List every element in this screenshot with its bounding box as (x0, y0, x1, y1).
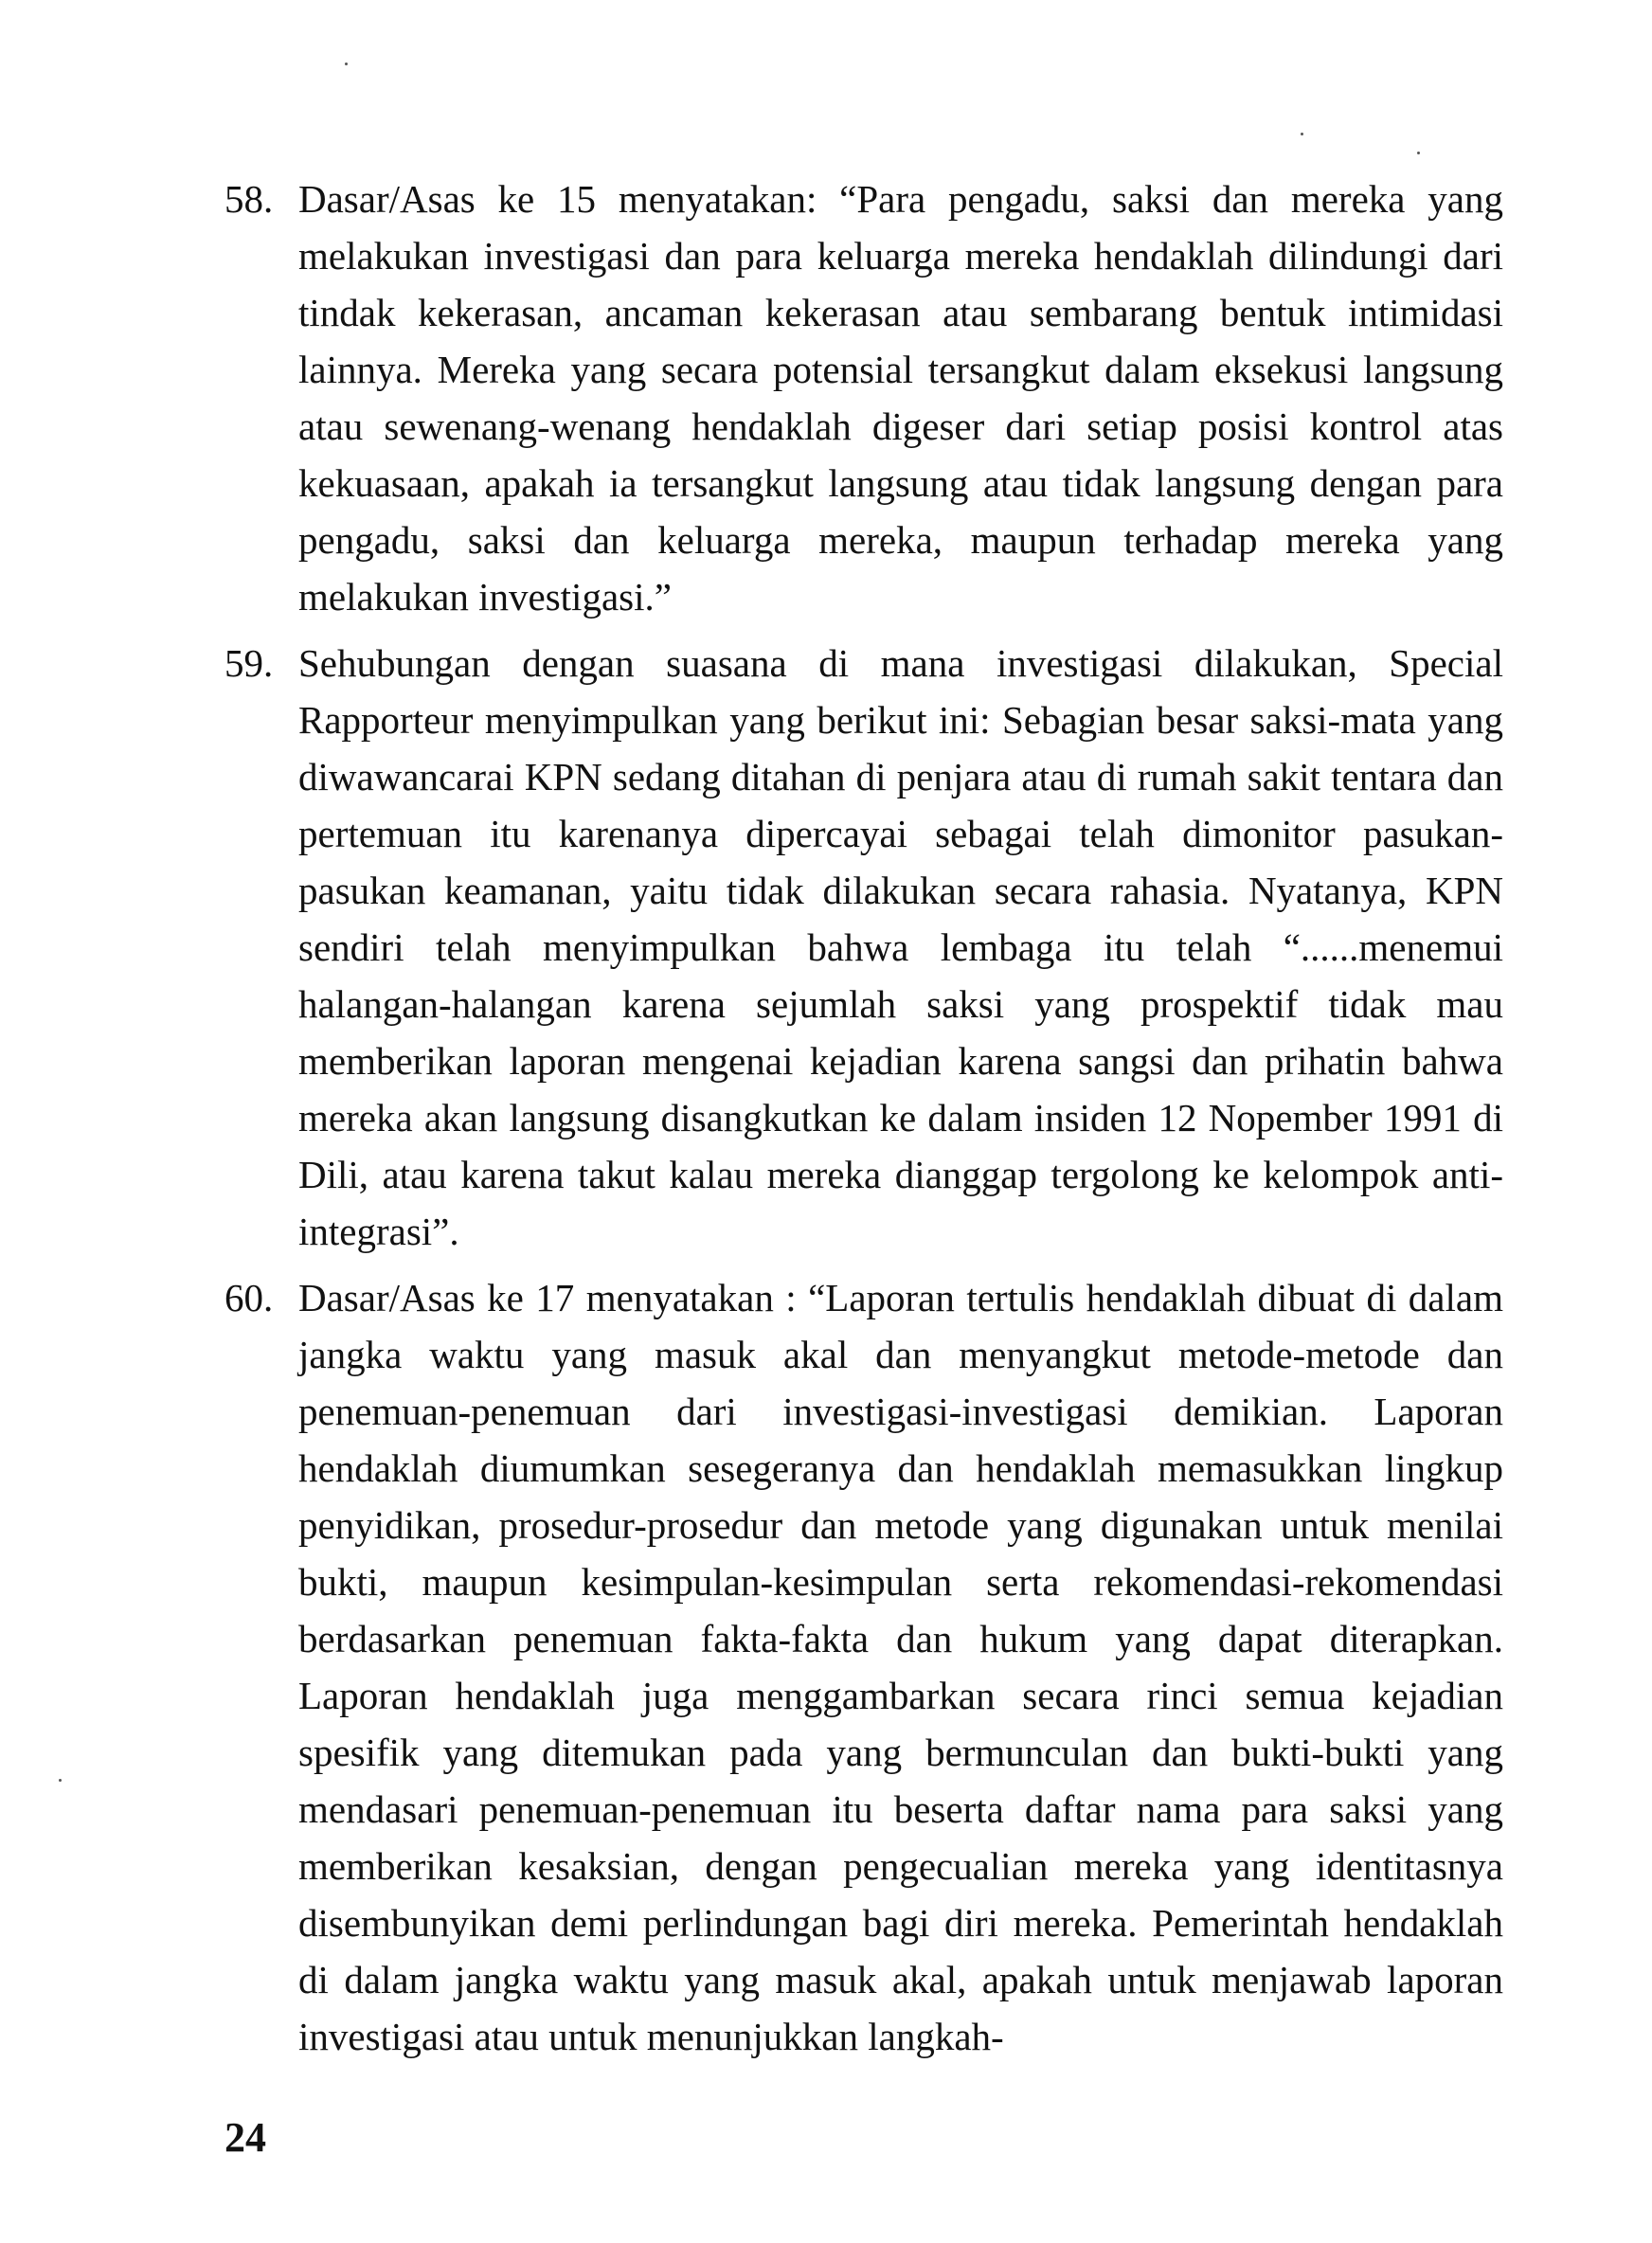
paragraph-number: 60. (224, 1276, 274, 1319)
scan-speck (1301, 133, 1303, 135)
paragraph-number: 59. (224, 641, 274, 685)
paragraph-58 (224, 170, 1503, 625)
scan-speck (345, 63, 348, 65)
scan-speck (59, 1779, 62, 1782)
paragraph-text: Dasar/Asas ke 15 menyatakan: “Para pengadu, saksi dan mereka yang melakukan investigasi dan para keluarga mereka hendaklah dilindungi dari tindak kekerasan, ancaman kekerasan atau sembarang bentuk intimidasi lainnya. Mereka yang secara potensial tersangkut dalam eksekusi langsung atau sewenang-wenang hendaklah digeser dari setiap posisi kontrol atas kekuasaan, apakah ia tersangkut langsung atau tidak langsung dengan para pengadu, saksi dan keluarga mereka, maupun terhadap mereka yang melakukan investigasi.” (298, 177, 1503, 619)
paragraph-60 (224, 1269, 1503, 2065)
scan-speck (1417, 152, 1420, 154)
page-number: 24 (224, 2114, 266, 2161)
paragraph-59 (224, 635, 1503, 1260)
body-text (224, 170, 1503, 2074)
paragraph-text: Dasar/Asas ke 17 menyatakan : “Laporan tertulis hendaklah dibuat di dalam jangka waktu yang masuk akal dan menyangkut metode-metode dan penemuan-penemuan dari investigasi-investigasi demikian. Laporan hendaklah diumumkan sesegeranya dan hendaklah memasukkan lingkup penyidikan, prosedur-prosedur dan metode yang digunakan untuk menilai bukti, maupun kesimpulan-kesimpulan serta rekomendasi-rekomendasi berdasarkan penemuan fakta-fakta dan hukum yang dapat diterapkan. Laporan hendaklah juga menggambarkan secara rinci semua kejadian spesifik yang ditemukan pada yang bermunculan dan bukti-bukti yang mendasari penemuan-penemuan itu beserta daftar nama para saksi yang memberikan kesaksian, dengan pengecualian mereka yang identitasnya disembunyikan demi perlindungan bagi diri mereka. Pemerintah hendaklah di dalam jangka waktu yang masuk akal, apakah untuk menjawab laporan investigasi atau untuk menunjukkan langkah- (298, 1276, 1503, 2058)
paragraph-number: 58. (224, 177, 274, 221)
paragraph-text: Sehubungan dengan suasana di mana investigasi dilakukan, Special Rapporteur menyimpulkan yang berikut ini: Sebagian besar saksi-mata yang diwawancarai KPN sedang ditahan di penjara atau di rumah sakit tentara dan pertemuan itu karenanya dipercayai sebagai telah dimonitor pasukan-pasukan keamanan, yaitu tidak dilakukan secara rahasia. Nyatanya, KPN sendiri telah menyimpulkan bahwa lembaga itu telah “......menemui halangan-halangan karena sejumlah saksi yang prospektif tidak mau memberikan laporan mengenai kejadian karena sangsi dan prihatin bahwa mereka akan langsung disangkutkan ke dalam insiden 12 Nopember 1991 di Dili, atau karena takut kalau mereka dianggap tergolong ke kelompok anti-integrasi”. (298, 641, 1503, 1253)
